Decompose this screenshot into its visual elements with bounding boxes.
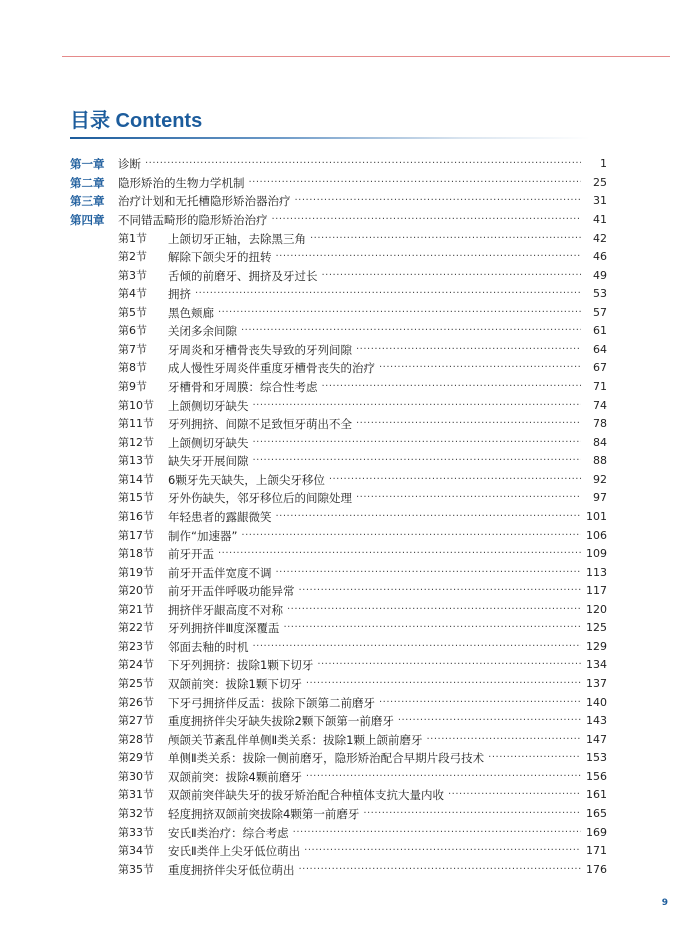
toc-section-row[interactable] bbox=[70, 749, 607, 768]
section-title: 年轻患者的露龈微笑 bbox=[168, 509, 272, 524]
section-page: 92 bbox=[593, 472, 607, 486]
toc-section-row[interactable] bbox=[70, 656, 607, 675]
section-title: 6颗牙先天缺失，上颌尖牙移位 bbox=[168, 472, 325, 487]
section-page: 156 bbox=[586, 769, 607, 783]
toc-section-row[interactable] bbox=[70, 601, 607, 620]
section-number: 第30节 bbox=[118, 769, 154, 783]
dot-leader bbox=[299, 582, 582, 600]
toc-section-row[interactable] bbox=[70, 341, 607, 360]
toc-section-row[interactable] bbox=[70, 304, 607, 323]
section-title: 舌倾的前磨牙、拥挤及牙过长 bbox=[168, 268, 318, 283]
toc-section-row[interactable] bbox=[70, 675, 607, 694]
section-title: 牙槽骨和牙周膜：综合性考虑 bbox=[168, 380, 318, 395]
section-number: 第34节 bbox=[118, 844, 154, 858]
dot-leader bbox=[241, 322, 581, 340]
chapter-page: 41 bbox=[593, 212, 607, 226]
dot-leader bbox=[253, 397, 582, 415]
dot-leader bbox=[299, 861, 582, 879]
table-of-contents bbox=[70, 155, 607, 879]
section-page: 78 bbox=[593, 417, 607, 431]
dot-leader bbox=[329, 471, 581, 489]
toc-section-row[interactable] bbox=[70, 526, 607, 545]
section-title: 前牙开㿻 bbox=[168, 547, 214, 562]
section-page: 46 bbox=[593, 250, 607, 264]
toc-section-row[interactable] bbox=[70, 489, 607, 508]
toc-section-row[interactable] bbox=[70, 229, 607, 248]
toc-section-row[interactable] bbox=[70, 638, 607, 657]
toc-section-row[interactable] bbox=[70, 471, 607, 490]
section-page: 97 bbox=[593, 491, 607, 505]
dot-leader bbox=[356, 415, 581, 433]
section-title: 制作“加速器” bbox=[168, 528, 238, 543]
section-title: 双颌前突伴缺失牙的拔牙矫治配合种植体支抗大量内收 bbox=[168, 788, 444, 803]
section-page: 61 bbox=[593, 324, 607, 338]
dot-leader bbox=[356, 341, 581, 359]
section-number: 第4节 bbox=[118, 287, 147, 301]
dot-leader bbox=[304, 842, 581, 860]
section-title: 牙列拥挤、间隙不足致恒牙萌出不全 bbox=[168, 417, 352, 432]
toc-section-row[interactable] bbox=[70, 805, 607, 824]
section-number: 第25节 bbox=[118, 677, 154, 691]
toc-section-row[interactable] bbox=[70, 248, 607, 267]
section-page: 125 bbox=[586, 621, 607, 635]
chapter-page: 1 bbox=[600, 157, 607, 171]
toc-section-row[interactable] bbox=[70, 842, 607, 861]
section-title: 下牙弓拥挤伴反㿻：拔除下颌第二前磨牙 bbox=[168, 695, 375, 710]
section-page: 165 bbox=[586, 806, 607, 820]
section-page: 117 bbox=[586, 584, 607, 598]
toc-section-row[interactable] bbox=[70, 433, 607, 452]
chapter-label: 第四章 bbox=[70, 212, 105, 227]
section-title: 颅颌关节紊乱伴单侧Ⅱ类关系：拔除1颗上颌前磨牙 bbox=[168, 732, 423, 747]
section-title: 邻面去釉的时机 bbox=[168, 639, 249, 654]
dot-leader bbox=[249, 174, 582, 192]
section-number: 第20节 bbox=[118, 584, 154, 598]
chapter-title: 诊断 bbox=[118, 157, 141, 172]
section-page: 84 bbox=[593, 435, 607, 449]
section-title: 上颌侧切牙缺失 bbox=[168, 398, 249, 413]
toc-section-row[interactable] bbox=[70, 285, 607, 304]
section-number: 第7节 bbox=[118, 342, 147, 356]
dot-leader bbox=[295, 192, 582, 210]
section-page: 109 bbox=[586, 547, 607, 561]
dot-leader bbox=[363, 805, 581, 823]
section-number: 第23节 bbox=[118, 639, 154, 653]
toc-section-row[interactable] bbox=[70, 693, 607, 712]
section-title: 安氏Ⅱ类伴上尖牙低位萌出 bbox=[168, 844, 301, 859]
section-title: 单侧Ⅱ类关系：拔除一侧前磨牙，隐形矫治配合早期片段弓技术 bbox=[168, 751, 485, 766]
toc-section-row[interactable] bbox=[70, 545, 607, 564]
chapter-page: 31 bbox=[593, 194, 607, 208]
section-page: 71 bbox=[593, 380, 607, 394]
toc-section-row[interactable] bbox=[70, 768, 607, 787]
toc-chapter-row[interactable] bbox=[70, 155, 607, 174]
section-page: 147 bbox=[586, 732, 607, 746]
section-title: 牙列拥挤伴Ⅲ度深覆㿻 bbox=[168, 621, 280, 636]
section-number: 第12节 bbox=[118, 435, 154, 449]
chapter-label: 第一章 bbox=[70, 157, 105, 172]
toc-chapter-row[interactable] bbox=[70, 211, 607, 230]
section-title: 重度拥挤伴尖牙低位萌出 bbox=[168, 862, 295, 877]
toc-section-row[interactable] bbox=[70, 712, 607, 731]
dot-leader bbox=[310, 230, 581, 248]
section-title: 牙外伤缺失，邻牙移位后的间隙处理 bbox=[168, 491, 352, 506]
dot-leader bbox=[322, 267, 582, 285]
section-number: 第2节 bbox=[118, 250, 147, 264]
dot-leader bbox=[218, 545, 581, 563]
toc-section-row[interactable] bbox=[70, 563, 607, 582]
toc-section-row[interactable] bbox=[70, 378, 607, 397]
dot-leader bbox=[218, 304, 581, 322]
section-number: 第24节 bbox=[118, 658, 154, 672]
section-page: 120 bbox=[586, 602, 607, 616]
dot-leader bbox=[306, 768, 581, 786]
toc-chapter-row[interactable] bbox=[70, 192, 607, 211]
section-title: 轻度拥挤双颌前突拔除4颗第一前磨牙 bbox=[168, 806, 360, 821]
section-title: 解除下颌尖牙的扭转 bbox=[168, 250, 272, 265]
section-number: 第26节 bbox=[118, 695, 154, 709]
dot-leader bbox=[488, 749, 581, 767]
page-number: 9 bbox=[661, 898, 668, 908]
section-page: 67 bbox=[593, 361, 607, 375]
section-page: 64 bbox=[593, 342, 607, 356]
toc-section-row[interactable] bbox=[70, 582, 607, 601]
toc-section-row[interactable] bbox=[70, 452, 607, 471]
dot-leader bbox=[293, 824, 581, 842]
dot-leader bbox=[241, 527, 581, 545]
toc-section-row[interactable] bbox=[70, 266, 607, 285]
section-page: 176 bbox=[586, 862, 607, 876]
top-divider bbox=[62, 56, 670, 57]
dot-leader bbox=[253, 638, 582, 656]
chapter-title: 隐形矫治的生物力学机制 bbox=[118, 175, 245, 190]
toc-chapter-row[interactable] bbox=[70, 174, 607, 193]
section-number: 第5节 bbox=[118, 305, 147, 319]
dot-leader bbox=[272, 211, 582, 229]
section-title: 前牙开㿻伴呼吸功能异常 bbox=[168, 584, 295, 599]
section-page: 49 bbox=[593, 268, 607, 282]
section-title: 成人慢性牙周炎伴重度牙槽骨丧失的治疗 bbox=[168, 361, 375, 376]
section-page: 143 bbox=[586, 714, 607, 728]
dot-leader bbox=[276, 564, 582, 582]
section-title: 关闭多余间隙 bbox=[168, 324, 237, 339]
dot-leader bbox=[306, 675, 581, 693]
section-page: 129 bbox=[586, 639, 607, 653]
section-number: 第9节 bbox=[118, 380, 147, 394]
dot-leader bbox=[283, 619, 581, 637]
section-number: 第22节 bbox=[118, 621, 154, 635]
section-number: 第3节 bbox=[118, 268, 147, 282]
section-title: 下牙列拥挤：拔除1颗下切牙 bbox=[168, 658, 314, 673]
section-title: 前牙开㿻伴宽度不调 bbox=[168, 565, 272, 580]
section-page: 113 bbox=[586, 565, 607, 579]
section-title: 重度拥挤伴尖牙缺失拔除2颗下颌第一前磨牙 bbox=[168, 714, 394, 729]
dot-leader bbox=[426, 731, 581, 749]
section-title: 安氏Ⅱ类治疗：综合考虑 bbox=[168, 825, 289, 840]
dot-leader bbox=[276, 248, 582, 266]
dot-leader bbox=[398, 712, 581, 730]
section-page: 42 bbox=[593, 231, 607, 245]
section-number: 第27节 bbox=[118, 714, 154, 728]
chapter-title: 治疗计划和无托槽隐形矫治器治疗 bbox=[118, 194, 291, 209]
toc-section-row[interactable] bbox=[70, 396, 607, 415]
section-page: 137 bbox=[586, 677, 607, 691]
toc-section-row[interactable] bbox=[70, 823, 607, 842]
section-number: 第14节 bbox=[118, 472, 154, 486]
section-title: 双颌前突：拔除4颗前磨牙 bbox=[168, 769, 302, 784]
toc-section-row[interactable] bbox=[70, 860, 607, 879]
section-number: 第17节 bbox=[118, 528, 154, 542]
dot-leader bbox=[448, 786, 581, 804]
chapter-label: 第二章 bbox=[70, 175, 105, 190]
section-number: 第16节 bbox=[118, 509, 154, 523]
dot-leader bbox=[379, 694, 581, 712]
section-page: 53 bbox=[593, 287, 607, 301]
section-page: 161 bbox=[586, 788, 607, 802]
section-title: 拥挤伴牙龈高度不对称 bbox=[168, 602, 283, 617]
section-number: 第8节 bbox=[118, 361, 147, 375]
dot-leader bbox=[253, 452, 582, 470]
section-number: 第15节 bbox=[118, 491, 154, 505]
section-number: 第18节 bbox=[118, 547, 154, 561]
section-number: 第1节 bbox=[118, 231, 147, 245]
dot-leader bbox=[195, 285, 581, 303]
page-title: 目录 Contents bbox=[70, 110, 203, 132]
section-title: 牙周炎和牙槽骨丧失导致的牙列间隙 bbox=[168, 342, 352, 357]
toc-section-row[interactable] bbox=[70, 786, 607, 805]
dot-leader bbox=[145, 155, 581, 173]
section-number: 第28节 bbox=[118, 732, 154, 746]
section-page: 169 bbox=[586, 825, 607, 839]
section-page: 88 bbox=[593, 454, 607, 468]
toc-section-row[interactable] bbox=[70, 508, 607, 527]
dot-leader bbox=[253, 434, 582, 452]
section-title: 缺失牙开展间隙 bbox=[168, 454, 249, 469]
dot-leader bbox=[356, 489, 581, 507]
section-title: 上颌切牙正轴，去除黑三角 bbox=[168, 231, 306, 246]
toc-section-row[interactable] bbox=[70, 322, 607, 341]
section-title: 黑色颊廊 bbox=[168, 305, 214, 320]
section-title: 拥挤 bbox=[168, 287, 191, 302]
section-page: 140 bbox=[586, 695, 607, 709]
toc-section-row[interactable] bbox=[70, 619, 607, 638]
section-page: 57 bbox=[593, 305, 607, 319]
chapter-label: 第三章 bbox=[70, 194, 105, 209]
section-page: 171 bbox=[586, 844, 607, 858]
section-number: 第35节 bbox=[118, 862, 154, 876]
section-title: 上颌侧切牙缺失 bbox=[168, 435, 249, 450]
section-page: 74 bbox=[593, 398, 607, 412]
title-underline bbox=[70, 137, 590, 139]
dot-leader bbox=[379, 359, 581, 377]
section-number: 第10节 bbox=[118, 398, 154, 412]
section-number: 第21节 bbox=[118, 602, 154, 616]
section-number: 第29节 bbox=[118, 751, 154, 765]
chapter-title: 不同错㿻畸形的隐形矫治治疗 bbox=[118, 212, 268, 227]
section-number: 第19节 bbox=[118, 565, 154, 579]
section-title: 双颌前突：拔除1颗下切牙 bbox=[168, 677, 302, 692]
dot-leader bbox=[287, 601, 581, 619]
chapter-page: 25 bbox=[593, 175, 607, 189]
section-page: 153 bbox=[586, 751, 607, 765]
section-number: 第11节 bbox=[118, 417, 154, 431]
dot-leader bbox=[322, 378, 582, 396]
toc-section-row[interactable] bbox=[70, 359, 607, 378]
section-page: 106 bbox=[586, 528, 607, 542]
section-number: 第32节 bbox=[118, 806, 154, 820]
section-number: 第31节 bbox=[118, 788, 154, 802]
toc-section-row[interactable] bbox=[70, 415, 607, 434]
toc-section-row[interactable] bbox=[70, 730, 607, 749]
dot-leader bbox=[317, 656, 581, 674]
section-page: 101 bbox=[586, 509, 607, 523]
section-page: 134 bbox=[586, 658, 607, 672]
section-number: 第33节 bbox=[118, 825, 154, 839]
dot-leader bbox=[276, 508, 582, 526]
section-number: 第13节 bbox=[118, 454, 154, 468]
section-number: 第6节 bbox=[118, 324, 147, 338]
